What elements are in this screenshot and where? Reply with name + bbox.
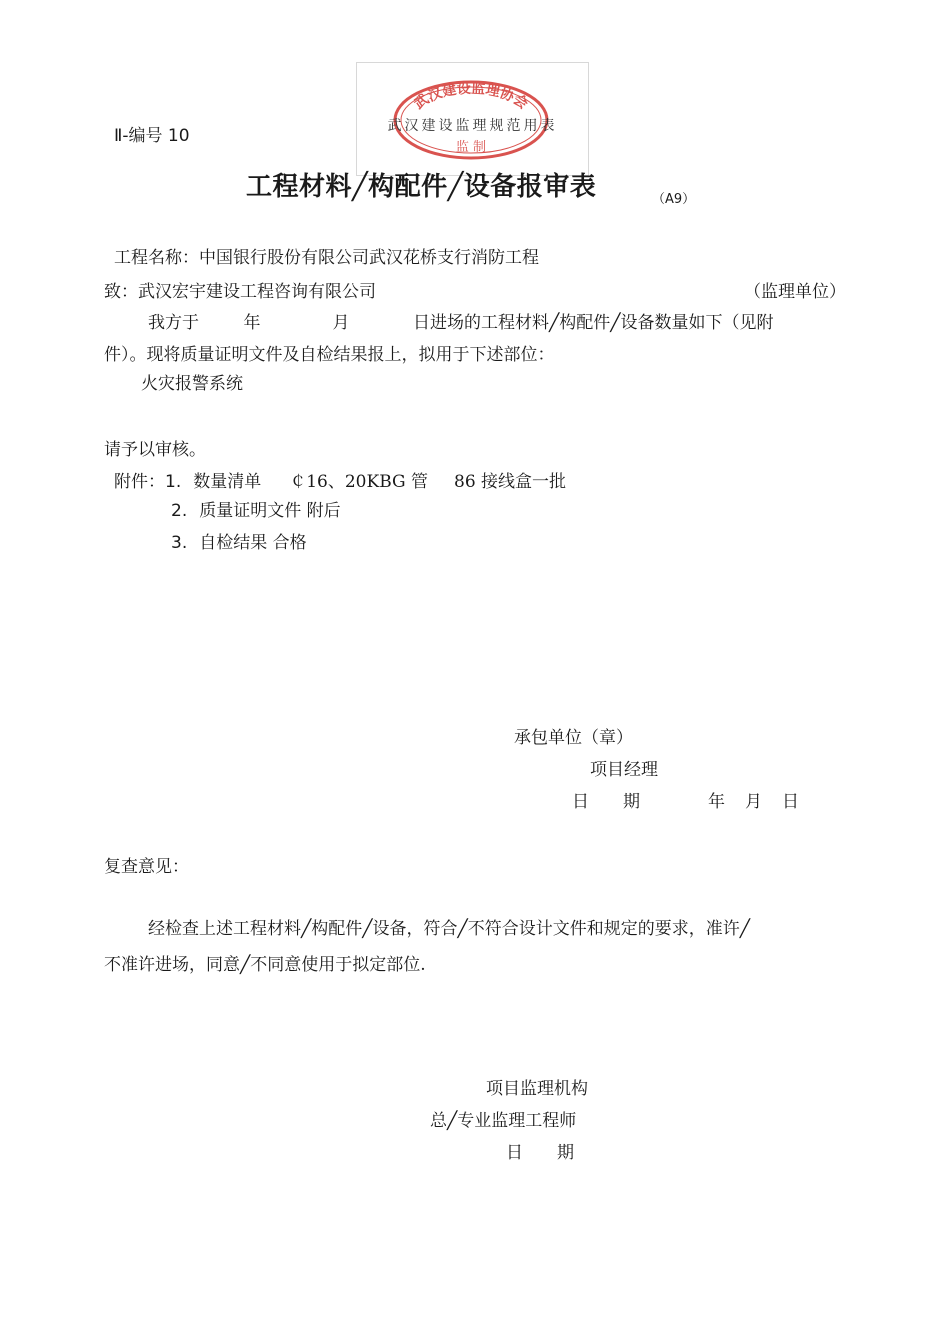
regulation-stamp <box>356 62 589 176</box>
statement-line-1 <box>148 312 773 334</box>
recipient-line <box>104 281 376 303</box>
attach2-text: 质量证明文件 附后 <box>199 501 341 521</box>
attach2-num: 2. <box>171 501 188 521</box>
project-label: 工程名称： <box>114 248 199 268</box>
attach3-text: 自检结果 合格 <box>199 533 307 553</box>
contractor-date-day: 日 <box>782 792 799 812</box>
contractor-date-label: 日 期 <box>572 792 640 812</box>
attach3-num: 3. <box>171 533 188 553</box>
review-label: 复查意见： <box>104 857 189 877</box>
line1-rest: 日进场的工程材料╱构配件╱设备数量如下（见附 <box>413 313 774 333</box>
title-code: （A9） <box>652 192 696 207</box>
review-request: 请予以审核。 <box>104 440 206 460</box>
project-manager-label: 项目经理 <box>590 760 658 780</box>
supervision-date: 日 期 <box>506 1143 574 1163</box>
attach1-text: 数量清单 <box>193 472 262 492</box>
seal-text: 武汉建设监理协会 <box>411 80 531 113</box>
line1-month: 月 <box>332 313 350 333</box>
project-name: 中国银行股份有限公司武汉花桥支行消防工程 <box>199 248 539 268</box>
attach-label: 附件： <box>114 472 165 492</box>
attach1-item2: 86 接线盒一批 <box>454 472 567 492</box>
usage-location: 火灾报警系统 <box>141 374 243 394</box>
line1-prefix: 我方于 <box>148 313 199 333</box>
attach1-num: 1. <box>165 472 182 492</box>
attach1-item: ￠16、20KBG 管 <box>289 472 428 492</box>
contractor-date <box>572 791 799 813</box>
attachment-2 <box>171 500 341 522</box>
contractor-date-year: 年 <box>708 792 725 812</box>
supervision-engineer: 总╱专业监理工程师 <box>430 1111 577 1131</box>
statement-line-2: 件）。现将质量证明文件及自检结果报上，拟用于下述部位： <box>104 345 555 365</box>
project-line <box>114 247 539 269</box>
page-title: 工程材料╱构配件╱设备报审表 <box>246 172 597 202</box>
attachment-1 <box>114 471 566 493</box>
form-code: Ⅱ-编号 10 <box>114 126 190 146</box>
review-text-line-1: 经检查上述工程材料╱构配件╱设备，符合╱不符合设计文件和规定的要求，准许╱ <box>148 919 750 939</box>
stamp-line-text: 武汉建设监理规范用表 <box>387 118 558 134</box>
to-name: 武汉宏宇建设工程咨询有限公司 <box>138 282 376 302</box>
review-text-line-2: 不准许进场，同意╱不同意使用于拟定部位. <box>104 955 426 975</box>
recipient-role: （监理单位） <box>744 282 846 302</box>
contractor-unit: 承包单位（章） <box>514 728 633 748</box>
to-label: 致： <box>104 282 138 302</box>
svg-text:武汉建设监理协会 <box>411 80 531 113</box>
seal-bottom-text: 监 制 <box>455 140 487 155</box>
attachment-3 <box>171 532 307 554</box>
contractor-date-month: 月 <box>745 792 762 812</box>
line1-year: 年 <box>243 313 261 333</box>
supervision-org: 项目监理机构 <box>486 1079 588 1099</box>
